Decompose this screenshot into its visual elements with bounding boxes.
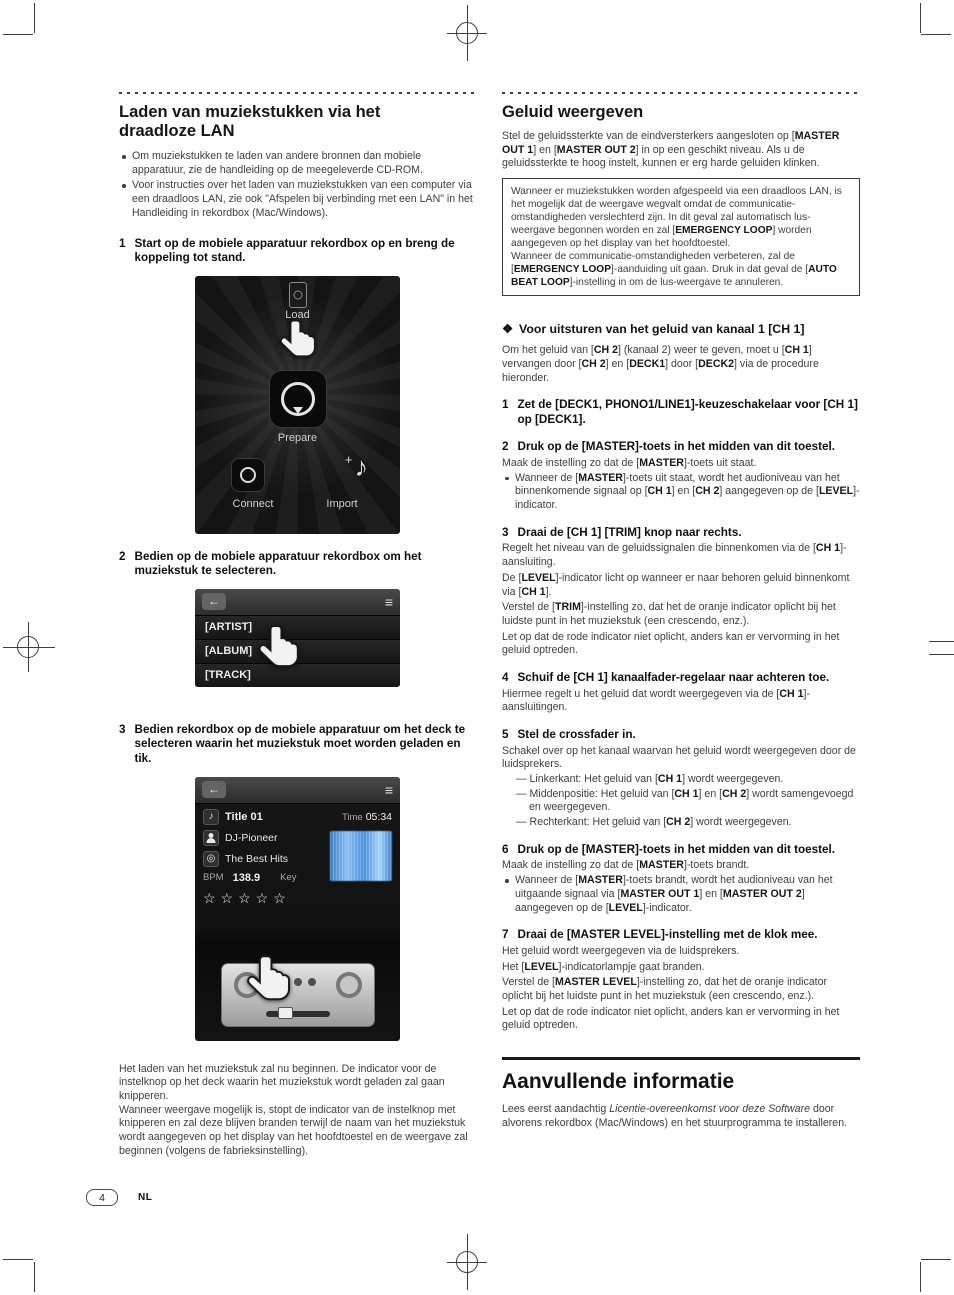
hand-cursor-icon — [275, 318, 323, 366]
screenshot-track-detail — [195, 777, 400, 1041]
step-1-heading — [502, 398, 860, 427]
step-5-block — [502, 728, 860, 830]
crop-mark — [34, 3, 35, 33]
list-item-track: [TRACK] — [195, 664, 400, 687]
star-rating: ☆☆☆☆☆ — [203, 889, 291, 906]
disc-icon: ◎ — [203, 851, 219, 867]
section-title-play-sound: Geluid weergeven — [502, 103, 644, 121]
crossfader-option: — Rechterkant: Het geluid van [CH 2] wordt weergegeven. — [516, 816, 792, 829]
left-column — [119, 92, 476, 1159]
step-4-heading — [502, 671, 860, 686]
step-1-heading — [119, 237, 476, 266]
step-7-block — [502, 928, 860, 1033]
section-intro: Stel de geluidssterkte van de eindversterkers aangesloten op [MASTER OUT 1] en [MASTER OUT 2] in op een geschikt niveau. Als u de geluidssterkte te hoog instelt, kunnen er erg harde geluiden klinken. — [502, 130, 840, 170]
screenshot-browse-list — [195, 589, 400, 687]
crop-mark — [34, 1262, 35, 1292]
step-number: 5 — [502, 728, 509, 742]
step-text: Druk op de [MASTER]-toets in het midden van dit toestel. — [517, 440, 836, 454]
intro-bullets — [119, 150, 476, 221]
crop-mark — [921, 34, 951, 35]
warning-text: Wanneer er muziekstukken worden afgespeeld via een draadloos LAN, is het mogelijk dat de weergave wegvalt omdat de communicatie-omstandigheden verslechterd zijn. In dit geval zal automatisch lus-weergave begonnen worden en zal [EMERGENCY LOOP] worden aangegeven op het display van het hoofdtoestel. — [511, 186, 842, 250]
step-text: Draai de [MASTER LEVEL]-instelling met de klok mee. — [517, 928, 818, 942]
crossfader-option: — Linkerkant: Het geluid van [CH 1] wordt weergegeven. — [516, 773, 784, 786]
step-text: Druk op de [MASTER]-toets in het midden van dit toestel. — [517, 842, 836, 856]
right-column — [502, 92, 860, 1130]
bullet-item: Voor instructies over het laden van muziekstukken van een computer via een draadloos LAN, zie ook "Afspelen bij verbinding met een LAN" in het Handleiding in rekordbox (Mac/Windows). — [119, 179, 476, 220]
track-time — [342, 811, 392, 823]
step-number: 2 — [502, 440, 509, 454]
step-text: Draai de [CH 1] [TRIM] knop naar rechts. — [517, 525, 742, 539]
step-body: Schakel over op het kanaal waarvan het geluid wordt weergegeven door de luidsprekers. — [502, 744, 856, 771]
app-top-bar — [195, 777, 400, 804]
bpm-value: 138.9 — [232, 871, 261, 884]
step-2-heading — [502, 440, 860, 455]
step-body: Verstel de [MASTER LEVEL]-instelling zo, dat het de oranje indicator oplicht bij het luidste punt in het muziekstuk (een crescendo, enz.). — [502, 976, 828, 1002]
note-icon: ♪ — [203, 809, 219, 825]
bullet-item: Om muziekstukken te laden van andere bronnen dan mobiele apparatuur, zie de handleiding op de meegeleverde CD-ROM. — [119, 150, 476, 177]
step-number: 4 — [502, 671, 509, 685]
track-title-row — [195, 804, 400, 825]
step-3-heading — [119, 723, 476, 767]
step-1-block — [502, 398, 860, 427]
step-number: 7 — [502, 928, 509, 942]
crop-mark — [456, 22, 478, 44]
page-number: 4 — [86, 1189, 118, 1206]
step-text: Bedien rekordbox op de mobiele apparatuur om het deck te selecteren waarin het muziekstuk moet worden geladen en tik. — [134, 722, 466, 766]
playlist-icon: ≡ — [384, 593, 393, 610]
album-name: The Best Hits — [225, 852, 289, 865]
deck-icon — [289, 282, 307, 308]
step-note-list — [502, 874, 860, 915]
crop-mark — [17, 636, 39, 658]
time-label: Time — [341, 811, 363, 823]
back-arrow-icon: ← — [202, 781, 226, 798]
locale-label: NL — [138, 1192, 153, 1203]
crop-mark — [921, 1259, 951, 1260]
note-item: Wanneer de [MASTER]-toets brandt, wordt het audioniveau van het uitgaande signaal via [MASTER OUT 1] en [MASTER OUT 2] aangegeven op de [LEVEL]-indicator. — [502, 874, 860, 915]
crossfader — [266, 1011, 330, 1017]
music-note-icon: ♪ — [354, 451, 368, 482]
step-body: Verstel de [TRIM]-instelling zo, dat het de oranje indicator oplicht bij het luidste punt in het muziekstuk (een crescendo, enz.). — [502, 601, 836, 627]
loading-description: Het laden van het muziekstuk zal nu beginnen. De indicator voor de instelknop op het deck waarin het muziekstuk wordt geladen zal gaan knipperen. — [119, 1062, 445, 1103]
plus-icon: + — [344, 451, 353, 467]
step-6-heading — [502, 843, 860, 858]
step-3-heading — [502, 526, 860, 541]
step-6-block — [502, 843, 860, 915]
page-footer — [86, 1189, 152, 1206]
crop-mark — [920, 1262, 921, 1292]
crop-mark — [456, 1251, 478, 1273]
step-2-heading — [119, 550, 476, 579]
key-label: Key — [280, 872, 297, 884]
crop-mark — [929, 641, 954, 642]
crop-mark — [3, 1259, 33, 1260]
hand-cursor-icon — [253, 623, 307, 677]
artist-name: DJ-Pioneer — [225, 831, 278, 844]
step-note-list — [502, 472, 860, 513]
step-body: Het [LEVEL]-indicatorlampje gaat branden. — [502, 960, 705, 973]
warning-text: Wanneer de communicatie-omstandigheden verbeteren, zal de [EMERGENCY LOOP]-aanduiding uit gaan. Druk in dat geval de [AUTO BEAT LOOP]-instelling in om de lus-weergave te annuleren. — [511, 251, 837, 289]
section-title-load-tracks: Laden van muziekstukken via het draadloze LAN — [119, 103, 381, 140]
step-text: Start op de mobiele apparatuur rekordbox op en breng de koppeling tot stand. — [134, 236, 455, 265]
list-item-artist: [ARTIST] — [195, 616, 400, 640]
artist-icon — [203, 830, 219, 846]
step-3-block — [502, 526, 860, 658]
back-arrow-icon: ← — [202, 593, 226, 610]
step-body: Maak de instelling zo dat de [MASTER]-toets uit staat. — [502, 457, 757, 469]
step-number: 3 — [502, 525, 509, 539]
step-body: De [LEVEL]-indicator licht op wanneer er naar behoren geluid binnenkomt via [CH 1]. — [502, 571, 850, 598]
section-rule — [502, 1057, 860, 1060]
step-body: Hiermee regelt u het geluid dat wordt weergegeven via de [CH 1]-aansluitingen. — [502, 687, 810, 714]
additional-info-text: Lees eerst aandachtig Licentie-overeenkomst voor deze Software door alvorens rekordbox (Mac/Windows) en het stuurprogramma te installeren. — [502, 1103, 848, 1129]
subsection-title: Voor uitsturen van het geluid van kanaal 1 [CH 1] — [519, 322, 805, 337]
step-7-heading — [502, 928, 860, 943]
step-body: Regelt het niveau van de geluidssignalen die binnenkomen via de [CH 1]-aansluiting. — [502, 542, 847, 569]
step-body: Het geluid wordt weergegeven via de luidsprekers. — [502, 944, 740, 957]
step-number: 1 — [119, 236, 126, 250]
step-number: 2 — [119, 549, 126, 563]
step-text: Bedien op de mobiele apparatuur rekordbox om het muziekstuk te selecteren. — [134, 549, 422, 578]
subsection-intro: Om het geluid van [CH 2] (kanaal 2) weer te geven, moet u [CH 1] vervangen door [CH 2] en [DECK1] door [DECK2] via de procedure hieronder. — [502, 344, 819, 384]
crop-mark — [929, 654, 954, 655]
subsection-heading — [502, 322, 860, 337]
step-number: 6 — [502, 842, 509, 856]
step-2-block — [502, 440, 860, 512]
section-divider — [119, 92, 476, 94]
connect-icon — [231, 458, 265, 492]
step-body: Maak de instelling zo dat de [MASTER]-toets brandt. — [502, 859, 750, 872]
section-divider — [502, 92, 860, 94]
hand-cursor-icon — [241, 953, 299, 1011]
time-value: 05:34 — [365, 810, 392, 823]
step-body: Let op dat de rode indicator niet oplicht, anders kan er vervorming in het geluid optreden. — [502, 630, 840, 657]
step-body: Let op dat de rode indicator niet oplicht, anders kan er vervorming in het geluid optreden. — [502, 1005, 840, 1032]
screenshot-rekordbox-home — [195, 276, 400, 534]
playlist-icon: ≡ — [384, 781, 393, 798]
app-top-bar — [195, 589, 400, 616]
label-connect: Connect — [232, 497, 274, 510]
step-4-block — [502, 671, 860, 715]
label-import: Import — [326, 497, 358, 510]
diamond-icon: ❖ — [502, 322, 514, 337]
warning-box — [502, 178, 860, 296]
loading-description-continued: Wanneer weergave mogelijk is, stopt de indicator van de instelknop met knipperen en zal deze blijven branden terwijl de naam van het muziekstuk wordt aangegeven op het display van het hoofdtoestel en de weergave zal beginnen (volgens de fabrieksinstelling). — [119, 1103, 468, 1157]
list-item-album: [ALBUM] — [195, 640, 400, 664]
bpm-label: BPM — [203, 872, 224, 884]
step-text: Schuif de [CH 1] kanaalfader-regelaar naar achteren toe. — [517, 671, 830, 685]
note-item: Wanneer de [MASTER]-toets uit staat, wordt het audioniveau van het binnenkomende signaal op [CH 1] en [CH 2] aangegeven op de [LEVEL]-indicator. — [502, 472, 860, 513]
step-text: Zet de [DECK1, PHONO1/LINE1]-keuzeschakelaar voor [CH 1] op [DECK1]. — [517, 398, 858, 426]
step-5-heading — [502, 728, 860, 743]
label-load: Load — [285, 308, 310, 321]
step-text: Stel de crossfader in. — [517, 728, 636, 742]
crossfader-option: — Middenpositie: Het geluid van [CH 1] en [CH 2] wordt samengevoegd en weergegeven. — [516, 787, 854, 814]
crop-mark — [3, 34, 33, 35]
additional-info-title: Aanvullende informatie — [502, 1070, 735, 1094]
step-number: 1 — [502, 398, 509, 412]
label-prepare: Prepare — [277, 431, 318, 444]
rekordbox-logo-icon — [269, 370, 327, 428]
import-icon — [345, 452, 368, 483]
crop-mark — [920, 3, 921, 33]
waveform-thumbnail — [330, 831, 392, 881]
step-number: 3 — [119, 722, 126, 736]
track-title: Title 01 — [225, 810, 263, 823]
